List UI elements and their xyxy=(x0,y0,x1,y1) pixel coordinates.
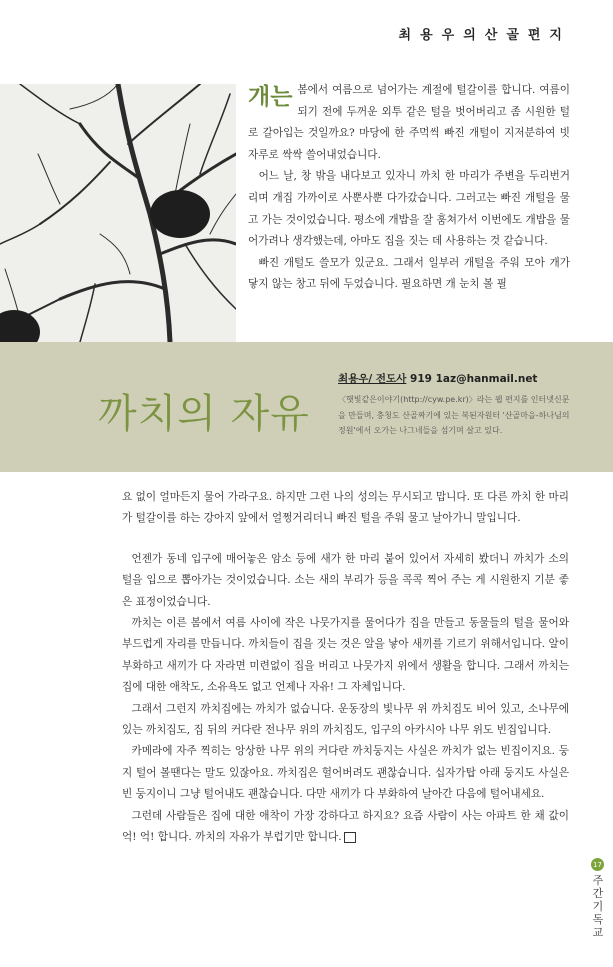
article-paragraph: 언젠가 동네 입구에 매어놓은 암소 등에 새가 한 마리 붙어 있어서 자세히 봤더니 까치가 소의 털을 입으로 뽑아가는 것이었습니다. 소는 새의 부리가 등을 콕콕 찍어 주는 게 시원한지 기분 좋은 표정이었습니다. xyxy=(122,552,569,608)
series-title: 최용우의산골편지 xyxy=(398,28,571,43)
article-title: 까치의 자유 xyxy=(98,391,310,437)
article-paragraph: 그래서 그런지 까치집에는 까치가 없습니다. 운동장의 빛나무 위 까치집도 비어 있고, 소나무에 있는 까치집도, 집 뒤의 커다란 전나무 위의 까치집도, 입구의 아카시아 나무 위도 빈집입니다. xyxy=(122,702,569,737)
article-paragraph: 어느 날, 창 밖을 내다보고 있자니 까치 한 마리가 주변을 두리번거리며 개집 가까이로 사뿐사뿐 다가갔습니다. 그러고는 빠진 개털을 물고 가는 것이었습니다. 평소에 개밥을 잘 훔쳐가서 이번에도 개밥을 물어가려나 생각했는데, 아마도 집을 짓는 데 사용하는 것 같습니다. xyxy=(248,170,570,248)
article-paragraph: 까치는 이른 봄에서 여름 사이에 작은 나뭇가지를 물어다가 집을 만들고 동물들의 털을 물어와 부드럽게 자리를 만듭니다. 까치들이 집을 짓는 것은 알을 낳아 새끼를 기르기 위해서입니다. 알이 부화하고 새끼가 다 자라면 미련없이 집을 버리고 나뭇가지 위에서 생활을 합니다. 그래서 까치는 집에 대한 애착도, 소유욕도 없고 언제나 자유! 그 자체입니다. xyxy=(122,617,569,694)
author-bio: 〈햇빛같은이야기(http://cyw.pe.kr)〉라는 웹 편지를 인터넷신문을 만들며, 충청도 산골짜기에 있는 복된자원터 '산골마을-하나님의 정원'에서 오가는 나그네들을 섬기며 살고 있다. xyxy=(338,395,570,435)
author-byline xyxy=(338,371,537,386)
page-number: 17 xyxy=(591,858,604,871)
author-name: 최용우/ 전도사 xyxy=(338,373,407,385)
article-paragraph: 빠진 개털도 쓸모가 있군요. 그래서 일부러 개털을 주워 모아 개가 닿지 않는 창고 뒤에 두었습니다. 필요하면 개 눈치 볼 필 xyxy=(248,256,570,291)
bare-tree-with-magpie-nests-photo xyxy=(0,84,236,342)
article-paragraph: 개는 봄에서 여름으로 넘어가는 계절에 털갈이를 합니다. 여름이 되기 전에 두꺼운 외투 같은 털을 벗어버리고 좀 시원한 털로 갈아입는 것일까요? 마당에 한 주먹씩 빠진 개털이 지저분하여 빗자루로 싹싹 쓸어내었습니다. xyxy=(248,80,570,166)
article-paragraph: 그런데 사람들은 집에 대한 애착이 가장 강하다고 하지요? 요즘 사람이 사는 아파트 한 채 값이 억! 억! 합니다. 까치의 자유가 부럽기만 합니다. xyxy=(122,809,569,844)
article-intro xyxy=(248,80,570,296)
drop-cap: 개는 xyxy=(248,84,293,110)
author-contact: 919 1az@hanmail.net xyxy=(410,373,538,385)
article-paragraph: 카메라에 자주 찍히는 앙상한 나무 위의 커다란 까치둥지는 사실은 까치가 없는 빈집이지요. 둥지 털어 볼땐다는 말도 있잖아요. 까치집은 헐어버려도 괜찮습니다. 십자가탑 아래 둥지도 사실은 빈 둥지이니 그냥 털어내도 괜찮습니다. 다만 새끼가 다 부화하여 날아간 다음에 털어내세요. xyxy=(122,745,569,801)
article-body xyxy=(122,487,569,849)
section-label: 주간기독교 xyxy=(592,874,604,939)
end-mark-icon xyxy=(344,832,356,843)
article-paragraph: 요 없이 얼마든지 물어 가라구요. 하지만 그런 나의 성의는 무시되고 맙니다. 또 다른 까치 한 마리가 털갈이를 하는 강아지 앞에서 얼쩡거리더니 빠진 털을 주워 물고 날아가니 말입니다. xyxy=(122,491,569,525)
